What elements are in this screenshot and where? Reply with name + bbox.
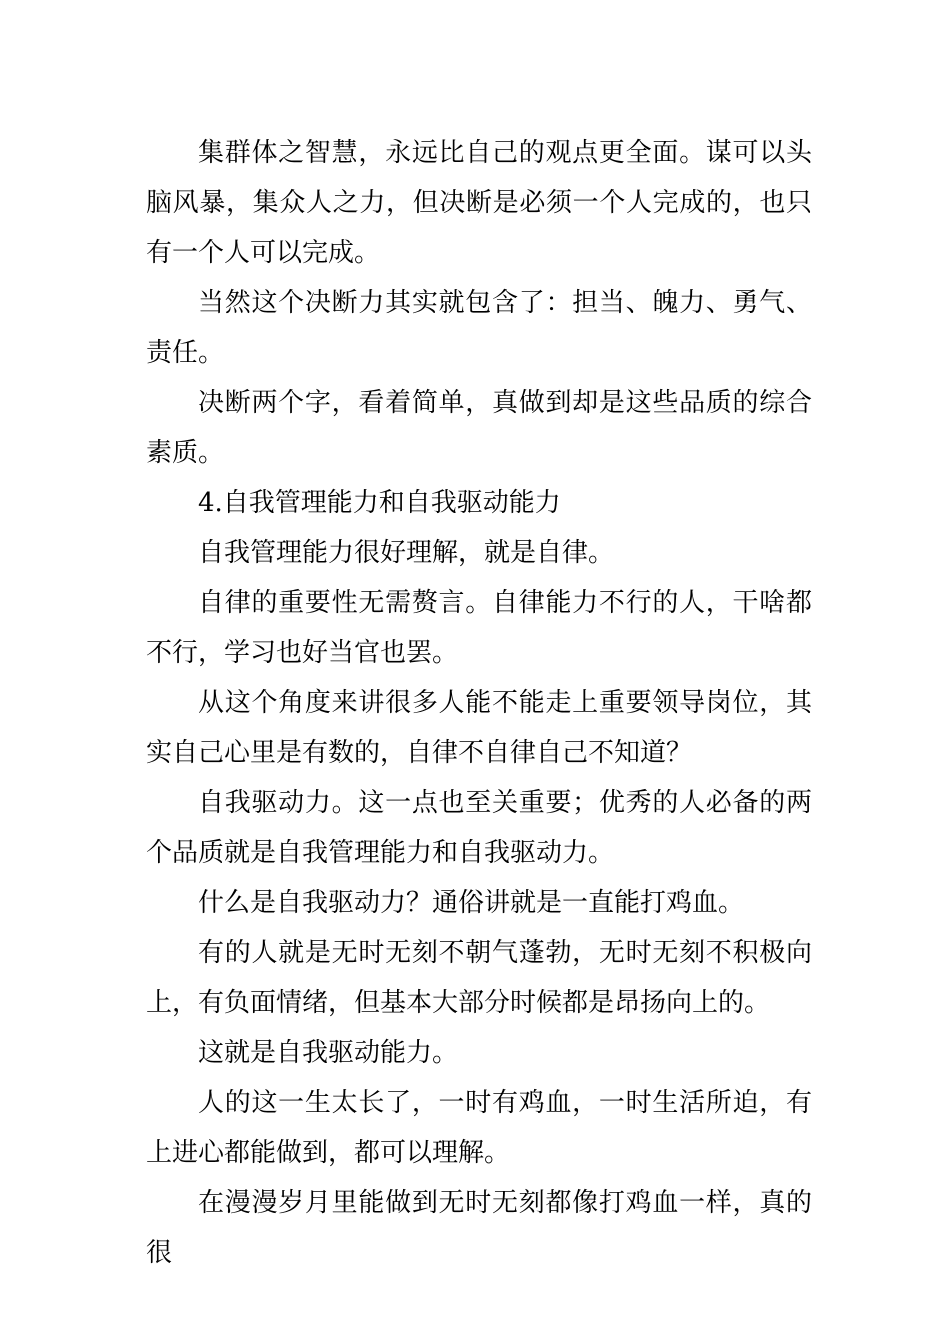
paragraph: 有的人就是无时无刻不朝气蓬勃，无时无刻不积极向上，有负面情绪，但基本大部分时候都是昂扬向上的。	[146, 938, 812, 1018]
paragraph: 人的这一生太长了，一时有鸡血，一时生活所迫，有上进心都能做到，都可以理解。	[146, 1088, 812, 1168]
paragraph: 自我驱动力。这一点也至关重要；优秀的人必备的两个品质就是自我管理能力和自我驱动力。	[146, 788, 812, 868]
paragraph: 决断两个字，看着简单，真做到却是这些品质的综合素质。	[146, 388, 812, 468]
paragraph: 自我管理能力很好理解，就是自律。	[198, 538, 615, 568]
paragraph: 集群体之智慧，永远比自己的观点更全面。谋可以头脑风暴，集众人之力，但决断是必须一个人完成的，也只有一个人可以完成。	[146, 138, 812, 268]
paragraph: 这就是自我驱动能力。	[198, 1038, 459, 1068]
paragraph: 当然这个决断力其实就包含了：担当、魄力、勇气、责任。	[146, 288, 812, 368]
section-heading: 4.自我管理能力和自我驱动能力	[198, 488, 561, 518]
paragraph: 自律的重要性无需赘言。自律能力不行的人，干啥都不行，学习也好当官也罢。	[146, 588, 812, 668]
paragraph: 什么是自我驱动力？通俗讲就是一直能打鸡血。	[198, 888, 745, 918]
paragraph: 从这个角度来讲很多人能不能走上重要领导岗位，其实自己心里是有数的，自律不自律自己不知道？	[146, 688, 812, 768]
document-body	[146, 128, 812, 1278]
paragraph: 在漫漫岁月里能做到无时无刻都像打鸡血一样，真的很	[146, 1188, 812, 1268]
